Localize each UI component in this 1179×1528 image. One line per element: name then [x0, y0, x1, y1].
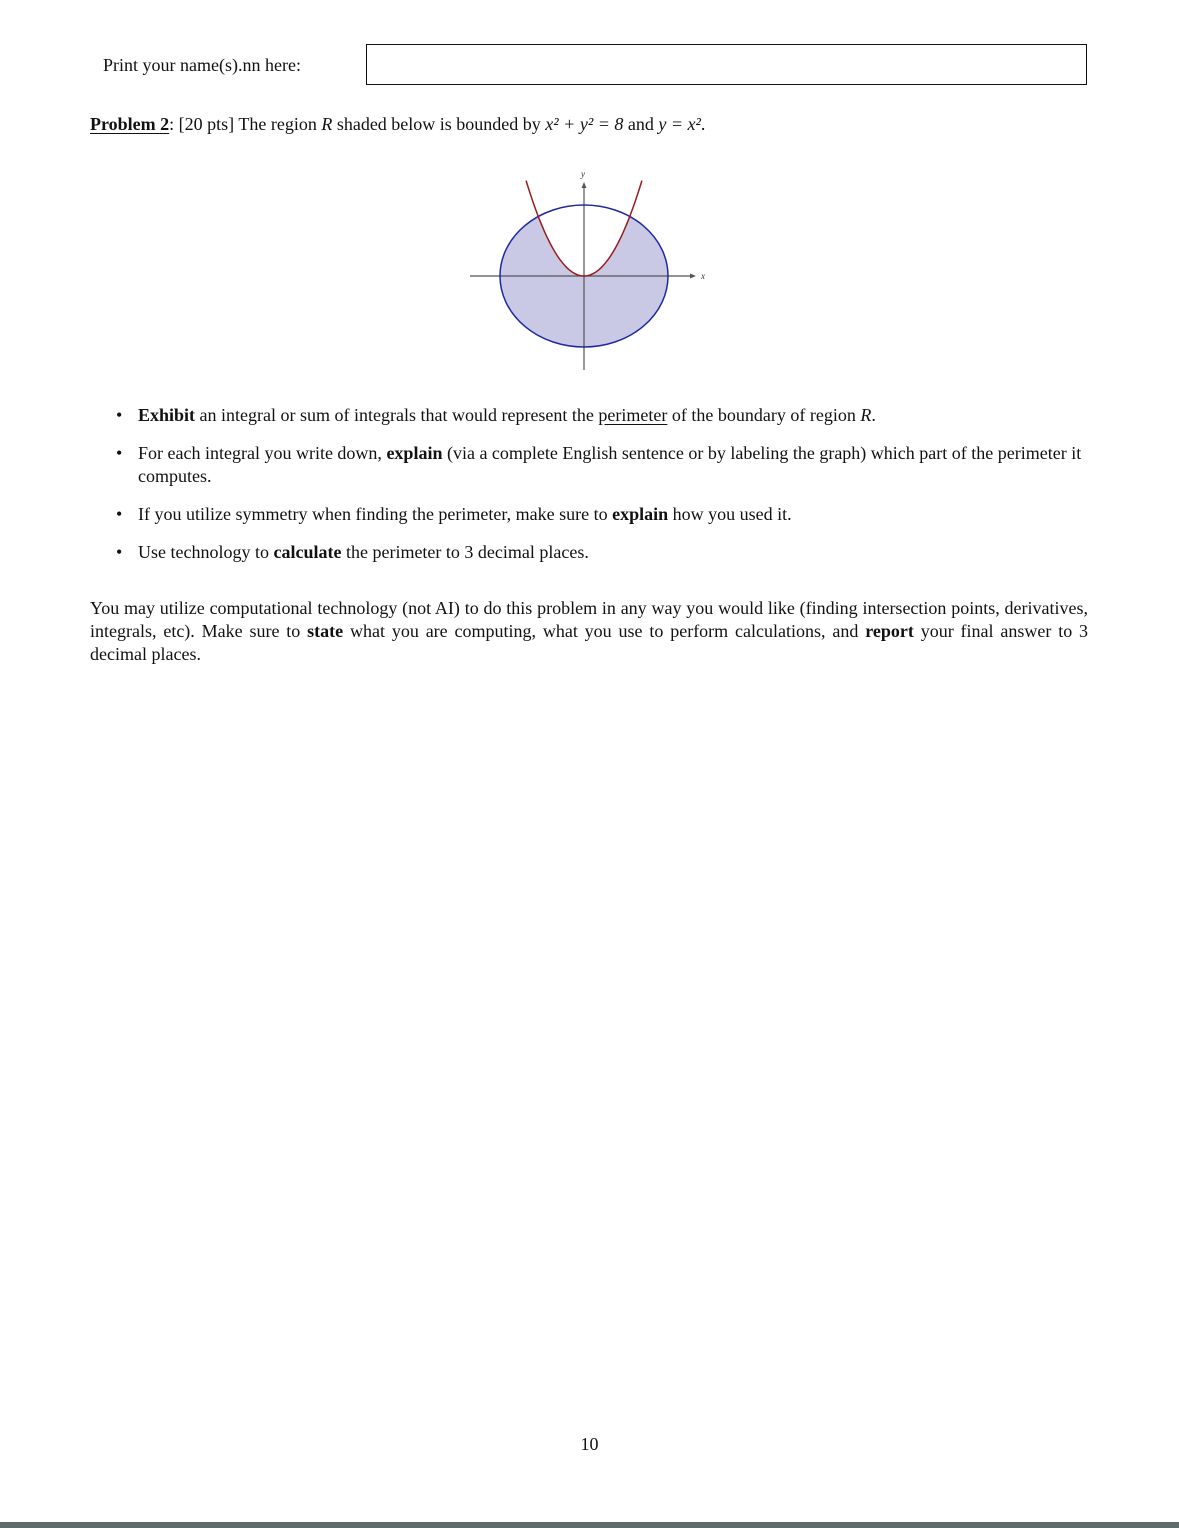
problem-title: Problem 2 [90, 114, 170, 134]
x-axis-arrow [690, 274, 696, 279]
paragraph-text: what you are computing, what you use to perform calculations, and [350, 621, 859, 641]
bold-keyword: Exhibit [138, 405, 196, 425]
item-text: how you used it. [672, 504, 792, 524]
bold-keyword: explain [612, 504, 669, 524]
region-graph [466, 166, 716, 374]
y-axis-label: y [581, 169, 585, 179]
item-text: If you utilize symmetry when finding the perimeter, make sure to [138, 504, 608, 524]
problem-text-a: The region [238, 114, 317, 134]
list-item [116, 541, 1091, 564]
list-item [116, 404, 1091, 427]
name-label: Print your name(s).nn here: [103, 55, 301, 75]
item-text: Use technology to [138, 542, 269, 562]
problem-colon: : [169, 114, 175, 134]
item-text: an integral or sum of integrals that would represent the [199, 405, 594, 425]
list-item [116, 442, 1091, 488]
bold-keyword: calculate [273, 542, 342, 562]
circle-equation: x² + y² = 8 [545, 114, 624, 134]
instruction-list [116, 404, 1091, 579]
underlined-word: perimeter [598, 405, 668, 425]
item-text: the perimeter to 3 decimal places. [345, 542, 589, 562]
item-text: (via a complete English sentence or by labeling the graph) which part of the perimeter it computes. [138, 443, 1082, 486]
problem-statement [90, 114, 705, 135]
region-symbol: R [860, 405, 872, 425]
bold-keyword: report [865, 621, 914, 641]
problem-text-b: shaded below is bounded by [336, 114, 541, 134]
item-text: . [871, 405, 876, 425]
y-axis-arrow [582, 182, 587, 188]
bottom-bar [0, 1522, 1179, 1528]
list-item [116, 503, 1091, 526]
bold-keyword: state [307, 621, 344, 641]
page-number: 10 [580, 1434, 599, 1454]
instructions-paragraph [90, 597, 1088, 666]
name-input[interactable] [366, 44, 1087, 85]
problem-points: [20 pts] [178, 114, 235, 134]
x-axis-label: x [701, 271, 705, 281]
region-symbol: R [321, 114, 333, 134]
item-text: of the boundary of region [671, 405, 856, 425]
paragraph-text: your final answer to 3 decimal places. [90, 621, 1089, 664]
paragraph-text: You may utilize computational technology (not AI) to do this problem in any way you would like (finding intersection points, derivatives, integrals, etc). Make sure to [90, 598, 1088, 641]
parabola-equation: y = x² [658, 114, 701, 134]
bold-keyword: explain [386, 443, 443, 463]
item-text: For each integral you write down, [138, 443, 382, 463]
problem-period: . [700, 114, 706, 134]
problem-conjunction: and [627, 114, 654, 134]
